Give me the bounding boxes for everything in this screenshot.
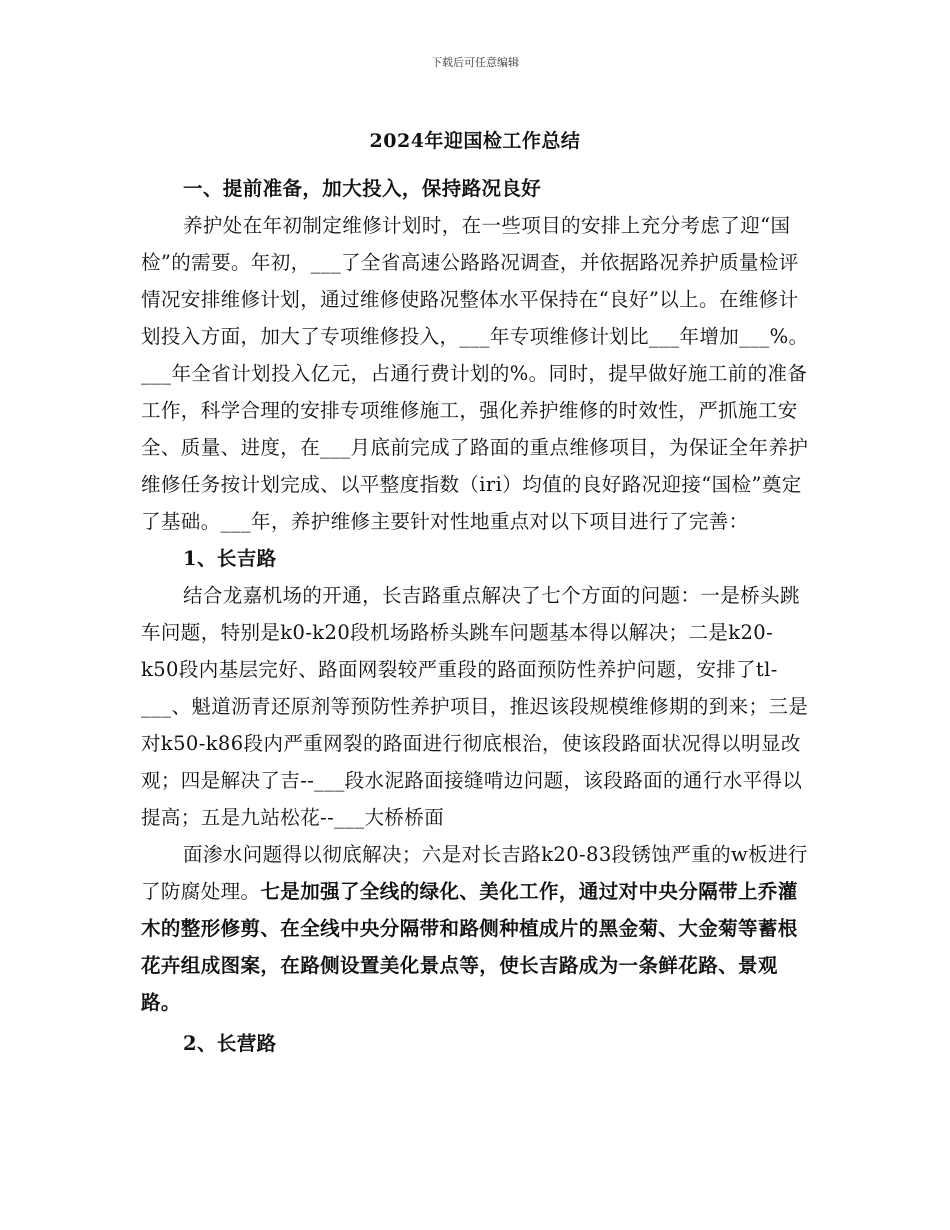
subsection-heading-2: 2、长营路 — [183, 1032, 277, 1055]
page-header-note: 下载后可任意编辑 — [431, 56, 519, 69]
document-title: 2024年迎国检工作总结 — [369, 130, 581, 152]
paragraph-3-text: 面渗水问题得以彻底解决；六是对长吉路k20-83段锈蚀严重的w板进行了防腐处理。 — [141, 843, 808, 903]
paragraph-3 — [141, 836, 809, 1021]
paragraph-2: 结合龙嘉机场的开通，长吉路重点解决了七个方面的问题：一是桥头跳车问题，特别是k0-k20段机场路桥头跳车问题基本得以解决；二是k20-k50段内基层完好、路面网裂较严重段的路面预防性养护问题，安排了tl-___、魁道沥青还原剂等预防性养护项目，推迟该段规模维修期的到来；三是对k50-k86段内严重网裂的路面进行彻底根治，使该段路面状况得以明显改观；四是解决了吉--___段水泥路面接缝啃边问题，该段路面的通行水平得以提高；五是九站松花--___大桥桥面 — [141, 584, 809, 829]
paragraph-1: 养护处在年初制定维修计划时，在一些项目的安排上充分考虑了迎“国检”的需要。年初，___了全省高速公路路况调查，并依据路况养护质量检评情况安排维修计划，通过维修使路况整体水平保持在“良好”以上。在维修计划投入方面，加大了专项维修投入，___年专项维修计划比___年增加___%。___年全省计划投入亿元，占通行费计划的%。同时，提早做好施工前的准备工作，科学合理的安排专项维修施工，强化养护维修的时效性，严抓施工安全、质量、进度，在___月底前完成了路面的重点维修项目，为保证全年养护维修任务按计划完成、以平整度指数（iri）均值的良好路况迎接“国检”奠定了基础。___年，养护维修主要针对性地重点对以下项目进行了完善： — [141, 214, 809, 533]
paragraph-3-bold-text: 七是加强了全线的绿化、美化工作，通过对中央分隔带上乔灌木的整形修剪、在全线中央分隔带和路侧种植成片的黑金菊、大金菊等蓄根花卉组成图案，在路侧设置美化景点等，使长吉路成为一条鲜花路、景观路。 — [141, 880, 798, 1014]
document-body — [141, 170, 809, 1062]
subsection-heading-1: 1、长吉路 — [183, 547, 277, 570]
section-heading-1: 一、提前准备，加大投入，保持路况良好 — [183, 177, 542, 200]
